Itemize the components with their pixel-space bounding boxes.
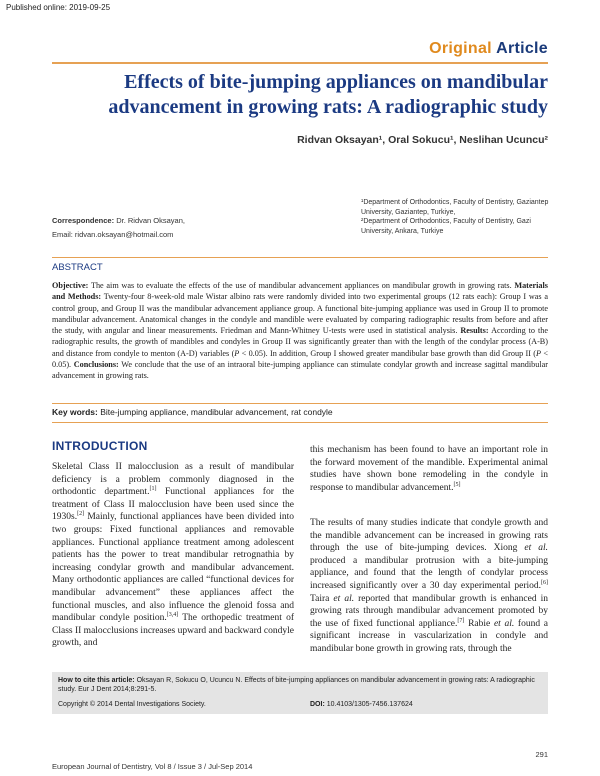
- p-symbol: P: [234, 348, 240, 358]
- intro-text: Rabie: [464, 618, 494, 629]
- introduction-heading: INTRODUCTION: [52, 439, 148, 453]
- keywords-label: Key words:: [52, 407, 98, 417]
- intro-text: The orthopedic treatment of Class II malocclusions increases upward and backward condyle growth, and: [52, 613, 294, 649]
- et-al: et al.: [493, 618, 515, 629]
- results-label: Results:: [460, 326, 489, 336]
- intro-right-paragraph-1: [310, 444, 548, 494]
- reference-6[interactable]: [6]: [541, 579, 548, 586]
- abstract-heading: ABSTRACT: [52, 262, 103, 273]
- correspondence-name: Dr. Ridvan Oksayan,: [114, 216, 185, 225]
- reference-2[interactable]: [2]: [77, 511, 85, 518]
- published-date: Published online: 2019-09-25: [6, 3, 111, 12]
- intro-text: produced a mandibular protrusion with a bite-jumping appliance, and found that the length of condylar process increased significantly over a 30 day experimental period.: [310, 555, 548, 591]
- intro-text: Skeletal Class II malocclusion as a result of mandibular deficiency is a problem commonly diagnosed in the orthodontic department.: [52, 462, 294, 498]
- methods-label: Materials and Methods:: [52, 281, 548, 302]
- intro-right-paragraph-2: [310, 517, 548, 656]
- results-text-c: < 0.05).: [52, 348, 548, 370]
- section-label-article: Article: [496, 40, 548, 57]
- intro-text: Mainly, functional appliances have been divided into two groups: Fixed functional appliances and removable appliances. Functional appliance treatment among adolescent patients has the power to treat mandibular retrognathia by increasing condylar growth and mandibular advancement. Many orthodontic appliances are called “functional devices for mandibular advancement” these appliances affect the functional muscles, and also influence the glenoid fossa and mandibular condyle position.: [52, 512, 294, 624]
- reference-3-4[interactable]: [3,4]: [166, 611, 179, 618]
- intro-text: reported that mandibular growth is enhanced in growing rats through mandibular advancement promoted by the use of fixed functional appliance.: [310, 593, 548, 629]
- objective-text: The aim was to evaluate the effects of the use of mandibular advancement appliances on mandibular growth in growing rats.: [88, 281, 515, 290]
- conclusions-label: Conclusions:: [73, 360, 119, 370]
- intro-text: Functional appliances for the treatment of Class II malocclusion have been used since the 1930s.: [52, 487, 295, 523]
- citation-text: Oksayan R, Sokucu O, Ucuncu N. Effects of bite-jumping appliances on mandibular advancement in growing rats: A radiographic study. Eur J Dent 2014;8:291-5.: [58, 677, 535, 694]
- journal-footer: European Journal of Dentistry, Vol 8 / Issue 3 / Jul-Sep 2014: [52, 762, 253, 771]
- et-al: et al.: [524, 543, 548, 554]
- citation-box: [52, 672, 548, 714]
- intro-left-column: [52, 461, 294, 650]
- methods-text: Twenty-four 8-week-old male Wistar albino rats were randomly divided into two experimental groups (12 rats each): Group I was a control group, and Group II was the mandibular advancement appliance group. A functional bite-jumping appliance was used in Group II to promote mandibular advancement. Anatomical changes in the condyle and mandible were evaluated by comparing radiographic results from before and after the study, with angular and linear measurements. Friedman and Mann-Whitney U-tests were used in statistical analysis.: [52, 292, 548, 336]
- keywords-rule-top: [52, 403, 548, 404]
- intro-text: The results of many studies indicate that condyle growth and the mandible advancement can be increased in growing rats through the use of bite-jumping devices. Xiong: [310, 518, 548, 554]
- affiliation-2: ²Department of Orthodontics, Faculty of Dentistry, Gazi University, Ankara, Turkiye: [361, 218, 531, 235]
- abstract-body: [52, 280, 548, 382]
- objective-label: Objective:: [52, 281, 89, 290]
- keywords-value: Bite-jumping appliance, mandibular advancement, rat condyle: [97, 407, 333, 417]
- intro-text: this mechanism has been found to have an important role in the forward movement of the mandible. Experimental animal studies have shown bone remodeling in the condyle in response to mandibular advancement.: [310, 445, 548, 493]
- header-rule: [52, 62, 548, 64]
- correspondence: [52, 214, 185, 242]
- article-title: Effects of bite-jumping appliances on mandibular advancement in growing rats: A radiographic study: [108, 71, 548, 118]
- citation-label: How to cite this article:: [58, 677, 135, 684]
- intro-text: Taira: [310, 593, 334, 604]
- section-label-original: Original: [429, 40, 492, 57]
- keywords: [52, 407, 333, 417]
- authors: Ridvan Oksayan¹, Oral Sokucu¹, Neslihan Ucuncu²: [297, 134, 548, 146]
- abstract-rule: [52, 257, 548, 258]
- results-text-b: < 0.05). In addition, Group I showed greater mandibular base growth than did Group II (: [239, 348, 537, 358]
- page-number: 291: [535, 750, 548, 759]
- results-text-a: According to the radiographic results, the growth of mandibles and condyles in Group II was significantly greater than with the length of the condylar process (A-B) and distance from condyle to menton (A-D) variables (: [52, 326, 548, 358]
- correspondence-label: Correspondence:: [52, 216, 115, 225]
- affiliation-1: ¹Department of Orthodontics, Faculty of Dentistry, Gaziantep University, Gaziantep, Turkiye,: [361, 199, 549, 216]
- doi-value[interactable]: 10.4103/1305-7456.137624: [324, 701, 413, 708]
- section-label: [429, 40, 548, 58]
- doi: [310, 700, 413, 709]
- intro-text: found a significant increase in vascularization in condyle and mandibular bone growth in growing rats, through the: [310, 618, 548, 654]
- conclusions-text: We conclude that the use of an intraoral bite-jumping appliance can stimulate condylar growth and increase sagittal mandibular advancement in growing rats.: [52, 360, 548, 381]
- doi-label: DOI:: [310, 701, 325, 708]
- keywords-rule-bottom: [52, 422, 548, 423]
- et-al: et al.: [333, 593, 355, 604]
- reference-5[interactable]: [5]: [453, 481, 461, 488]
- p-symbol: P: [536, 348, 542, 358]
- reference-1[interactable]: [1]: [149, 486, 157, 493]
- copyright: Copyright © 2014 Dental Investigations Society.: [58, 701, 206, 708]
- correspondence-email[interactable]: Email: ridvan.oksayan@hotmail.com: [52, 230, 174, 239]
- affiliations: [361, 198, 551, 236]
- reference-7[interactable]: [7]: [457, 617, 465, 624]
